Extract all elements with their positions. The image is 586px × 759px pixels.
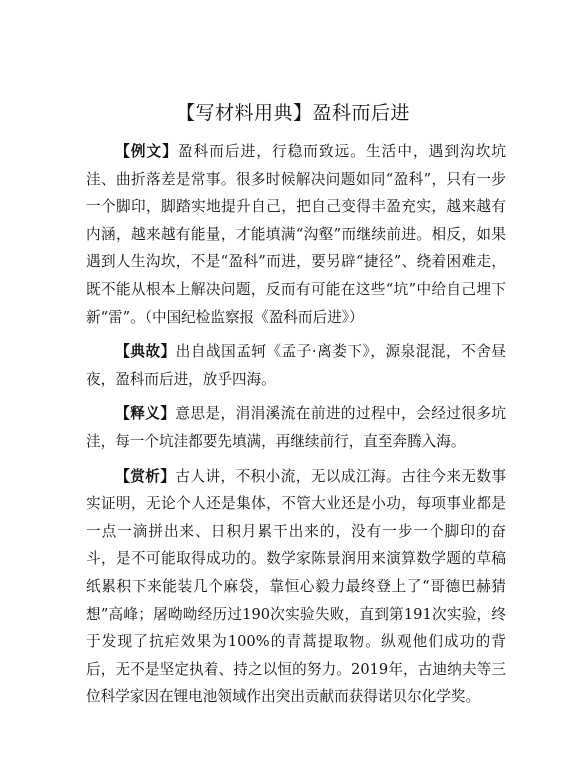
paragraph-allusion bbox=[86, 338, 506, 393]
article-body bbox=[86, 138, 506, 718]
paragraph-text: 盈科而后进，行稳而致远。生活中，遇到沟坎坑洼、曲折落差是常事。很多时候解决问题如同“盈科”，只有一步一个脚印，脚踏实地提升自己，把自己变得丰盈充实，越来越有内涵，越来越有能量，才能填满“沟壑”而继续前进。相反，如果遇到人生沟坎，不是“盈科”而进，要另辟“捷径”、绕着困难走，既不能从根本上解决问题，反而有可能在这些“坑”中给自己埋下新“雷”。（中国纪检监察报《盈科而后进》） bbox=[86, 143, 506, 326]
paragraph-text: 意思是，涓涓溪流在前进的过程中，会经过很多坑洼，每一个坑洼都要先填满，再继续前行，直至奔腾入海。 bbox=[86, 405, 506, 450]
page-title: 【写材料用典】盈科而后进 bbox=[175, 102, 410, 124]
paragraph-label: 【释义】 bbox=[115, 405, 176, 423]
paragraph-label: 【赏析】 bbox=[115, 467, 176, 485]
paragraph-text: 出自战国孟轲《孟子·离娄下》，源泉混混，不舍昼夜，盈科而后进，放乎四海。 bbox=[86, 343, 506, 388]
paragraph-appreciation bbox=[86, 463, 506, 711]
paragraph-label: 【例文】 bbox=[115, 143, 178, 160]
paragraph-example bbox=[86, 138, 506, 331]
paragraph-label: 【典故】 bbox=[115, 343, 176, 361]
paragraph-interpretation bbox=[86, 400, 506, 455]
paragraph-text: 古人讲，不积小流，无以成江海。古往今来无数事实证明，无论个人还是集体，不管大业还是小功，每项事业都是一点一滴拼出来、日积月累干出来的，没有一步一个脚印的奋斗，是不可能取得成功的。数学家陈景润用来演算数学题的草稿纸累积下来能装几个麻袋，靠恒心毅力最终登上了“哥德巴赫猜想”高峰；屠呦呦经历过190次实验失败，直到第191次实验，终于发现了抗疟效果为100%的青蒿提取物。纵观他们成功的背后，无不是坚定执着、持之以恒的努力。2019年，古迪纳夫等三位科学家因在锂电池领域作出突出贡献而获得诺贝尔化学奖。 bbox=[86, 467, 506, 706]
